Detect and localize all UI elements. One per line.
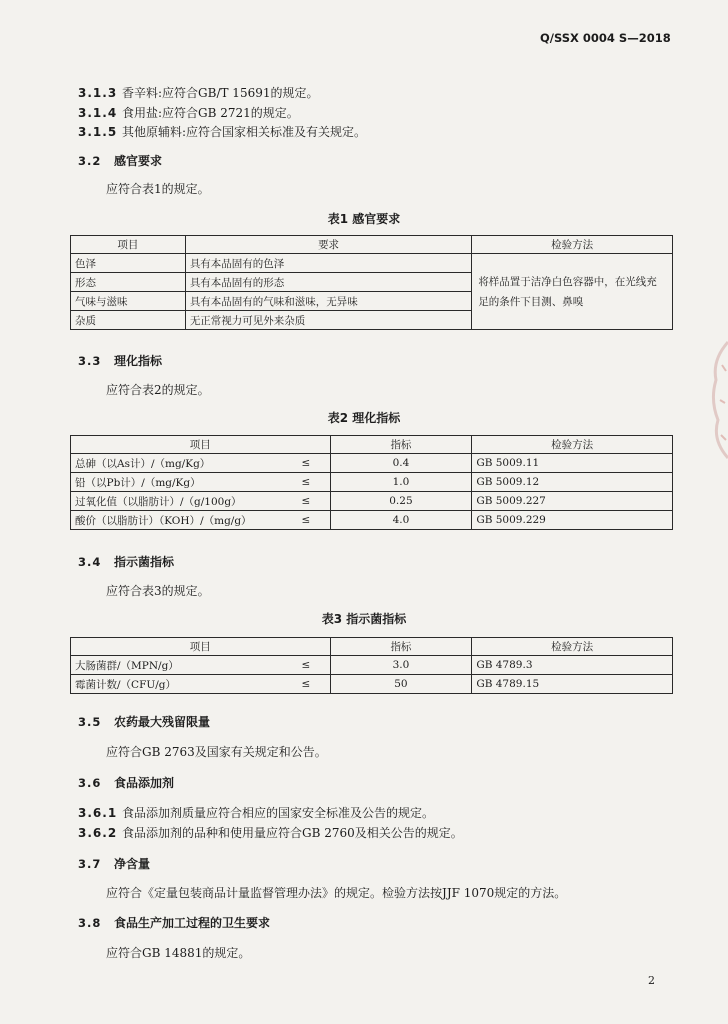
table-cell-symbol: ≤	[282, 473, 330, 492]
table-cell-requirement: 具有本品固有的形态	[185, 273, 472, 292]
clause-number: 3.6.1	[78, 806, 118, 820]
table-row	[71, 511, 673, 530]
clause-3-1-5	[78, 123, 366, 140]
clause-text: 香辛料:应符合GB/T 15691的规定。	[122, 86, 319, 100]
table-cell-value: 0.4	[330, 454, 472, 473]
section-paragraph: 应符合表1的规定。	[106, 182, 210, 196]
table-cell-value: 4.0	[330, 511, 472, 530]
clause-3-1-4	[78, 104, 299, 121]
section-title: 感官要求	[114, 154, 163, 168]
table-cell-symbol: ≤	[282, 656, 330, 675]
table-cell-item: 色泽	[71, 254, 186, 273]
table-header: 指标	[330, 638, 472, 656]
table2-physicochemical	[70, 435, 673, 530]
table-row	[71, 454, 673, 473]
section-title: 食品添加剂	[114, 776, 175, 790]
table-header: 项目	[71, 236, 186, 254]
clause-text: 其他原辅料:应符合国家相关标准及有关规定。	[122, 125, 367, 139]
clause-number: 3.1.4	[78, 106, 118, 120]
clause-number: 3.1.3	[78, 86, 118, 100]
table-cell-method: GB 5009.12	[472, 473, 673, 492]
table-header: 检验方法	[472, 236, 673, 254]
section-paragraph: 应符合GB 2763及国家有关规定和公告。	[106, 745, 327, 759]
section-heading-3-8	[78, 914, 270, 931]
table3-indicator-bacteria	[70, 637, 673, 694]
table-cell-symbol: ≤	[282, 492, 330, 511]
table2-caption: 表2 理化指标	[327, 411, 401, 425]
table3-caption: 表3 指示菌指标	[321, 612, 407, 626]
section-number: 3.7	[78, 857, 102, 871]
clause-3-6-2	[78, 824, 463, 841]
table-cell-symbol: ≤	[282, 675, 330, 694]
table-cell-item: 总砷（以As计）/（mg/Kg）	[71, 454, 283, 473]
table-row	[71, 656, 673, 675]
table-cell-item: 铅（以Pb计）/（mg/Kg）	[71, 473, 283, 492]
table1-sensory	[70, 235, 673, 330]
table-cell-method: GB 4789.3	[472, 656, 673, 675]
table-cell-value: 3.0	[330, 656, 472, 675]
table-cell-requirement: 具有本品固有的气味和滋味，无异味	[185, 292, 472, 311]
page-number: 2	[648, 974, 655, 987]
section-heading-3-3	[78, 352, 162, 369]
table-cell-value: 50	[330, 675, 472, 694]
table-row	[71, 254, 673, 273]
table-cell-item: 霉菌计数/（CFU/g）	[71, 675, 283, 694]
section-paragraph: 应符合《定量包装商品计量监督管理办法》的规定。检验方法按JJF 1070规定的方法。	[106, 886, 567, 900]
section-title: 净含量	[114, 857, 151, 871]
section-number: 3.6	[78, 776, 102, 790]
table-header: 检验方法	[472, 638, 673, 656]
section-title: 理化指标	[114, 354, 163, 368]
table-row	[71, 492, 673, 511]
table-cell-item: 过氧化值（以脂肪计）/（g/100g）	[71, 492, 283, 511]
table-header: 检验方法	[472, 436, 673, 454]
section-number: 3.4	[78, 555, 102, 569]
section-number: 3.2	[78, 154, 102, 168]
table-cell-method: GB 5009.11	[472, 454, 673, 473]
table-cell-item: 酸价（以脂肪计）（KOH）/（mg/g）	[71, 511, 283, 530]
table-row	[71, 473, 673, 492]
table-cell-value: 0.25	[330, 492, 472, 511]
table-cell-requirement: 具有本品固有的色泽	[185, 254, 472, 273]
table-row	[71, 675, 673, 694]
clause-text: 食品添加剂的品种和使用量应符合GB 2760及相关公告的规定。	[122, 826, 463, 840]
table-cell-symbol: ≤	[282, 511, 330, 530]
table-cell-method: GB 5009.229	[472, 511, 673, 530]
section-heading-3-6	[78, 774, 174, 791]
table-cell-symbol: ≤	[282, 454, 330, 473]
section-paragraph: 应符合表2的规定。	[106, 383, 210, 397]
table-cell-method: 将样品置于洁净白色容器中，在光线充足的条件下目测、鼻嗅	[472, 254, 673, 330]
table-cell-method: GB 5009.227	[472, 492, 673, 511]
clause-number: 3.6.2	[78, 826, 118, 840]
table1-caption: 表1 感官要求	[327, 212, 401, 226]
table-cell-requirement: 无正常视力可见外来杂质	[185, 311, 472, 330]
section-number: 3.8	[78, 916, 102, 930]
clause-text: 食用盐:应符合GB 2721的规定。	[122, 106, 299, 120]
section-heading-3-2	[78, 152, 162, 169]
table-cell-item: 气味与滋味	[71, 292, 186, 311]
section-heading-3-4	[78, 553, 174, 570]
table-header: 要求	[185, 236, 472, 254]
table-cell-item: 大肠菌群/（MPN/g）	[71, 656, 283, 675]
table-header: 指标	[330, 436, 472, 454]
table-cell-item: 形态	[71, 273, 186, 292]
section-paragraph: 应符合表3的规定。	[106, 584, 210, 598]
table-cell-item: 杂质	[71, 311, 186, 330]
clause-3-1-3	[78, 84, 318, 101]
table-cell-method: GB 4789.15	[472, 675, 673, 694]
section-heading-3-5	[78, 713, 210, 730]
seal-fragment	[706, 340, 728, 460]
clause-number: 3.1.5	[78, 125, 118, 139]
section-heading-3-7	[78, 855, 150, 872]
section-paragraph: 应符合GB 14881的规定。	[106, 946, 251, 960]
section-title: 食品生产加工过程的卫生要求	[114, 916, 271, 930]
section-number: 3.3	[78, 354, 102, 368]
clause-text: 食品添加剂质量应符合相应的国家安全标准及公告的规定。	[122, 806, 435, 820]
section-title: 农药最大残留限量	[114, 715, 211, 729]
table-cell-value: 1.0	[330, 473, 472, 492]
clause-3-6-1	[78, 804, 434, 821]
table-header: 项目	[71, 638, 331, 656]
section-title: 指示菌指标	[114, 555, 175, 569]
document-code: Q/SSX 0004 S—2018	[540, 31, 671, 45]
table-header: 项目	[71, 436, 331, 454]
section-number: 3.5	[78, 715, 102, 729]
